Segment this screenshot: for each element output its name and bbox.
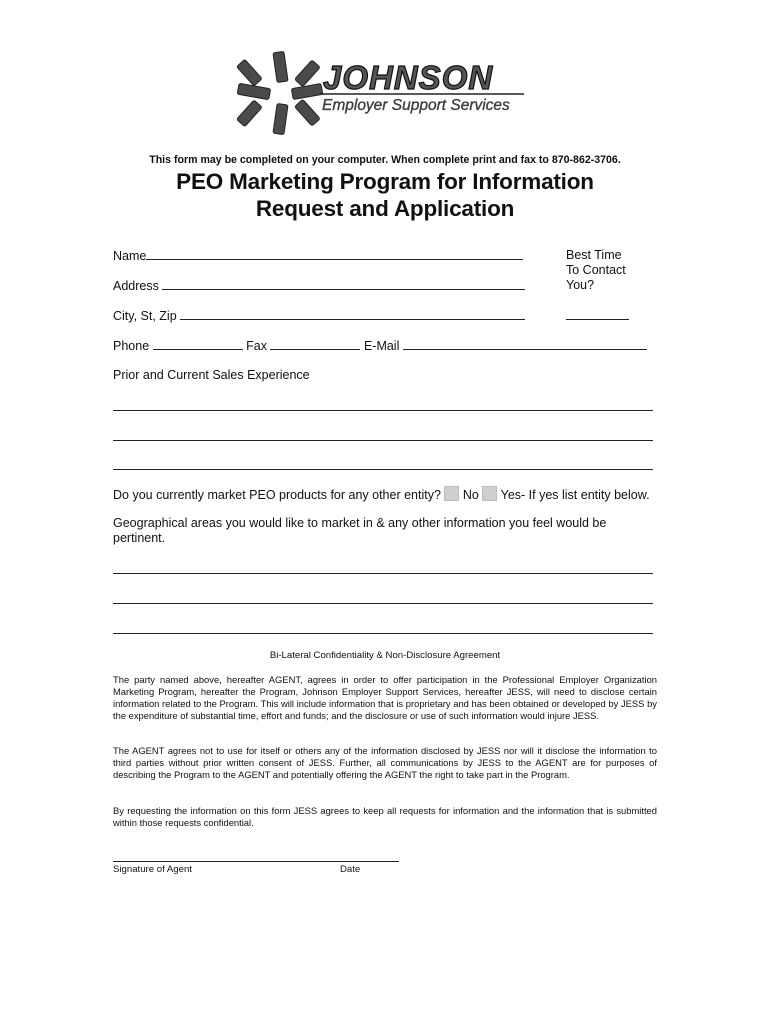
address-field[interactable] — [162, 278, 525, 290]
city-field[interactable] — [180, 308, 525, 320]
page-title — [0, 168, 770, 222]
name-row — [113, 248, 523, 264]
geo-line-3[interactable] — [113, 633, 653, 634]
date-label: Date — [340, 864, 361, 875]
peo-question-row — [113, 486, 650, 503]
yes-label: Yes- If yes list entity below. — [500, 488, 650, 502]
geo-line-2[interactable] — [113, 603, 653, 604]
phone-field[interactable] — [153, 338, 243, 350]
sales-experience-label: Prior and Current Sales Experience — [113, 368, 310, 382]
company-logo — [232, 48, 532, 140]
agreement-paragraph-3: By requesting the information on this form JESS agrees to keep all requests for information and the information that is submitted within those requests confidential. — [113, 805, 657, 828]
logo-mark-icon — [237, 51, 323, 134]
name-label: Name — [113, 249, 147, 263]
title-line-2: Request and Application — [255, 196, 515, 221]
title-line-1: PEO Marketing Program for Information — [176, 169, 594, 194]
city-row — [113, 308, 525, 324]
best-time-label: Best Time To Contact You? — [566, 248, 626, 292]
geo-line-1[interactable] — [113, 573, 653, 574]
logo-company-name: JOHNSON — [323, 59, 494, 96]
name-field[interactable] — [146, 248, 523, 260]
best-time-field[interactable] — [566, 308, 629, 320]
yes-checkbox[interactable] — [482, 486, 497, 501]
agreement-paragraph-2: The AGENT agrees not to use for itself or others any of the information disclosed by JESS nor will it disclose the information to third parties without prior written consent of JESS. Further, all communications by JESS to the AGENT are for purposes of describing the Program to the AGENT and potentially offering the AGENT the right to take part in the Program. — [113, 745, 657, 780]
signature-line[interactable] — [113, 861, 399, 862]
address-label: Address — [113, 279, 159, 293]
sales-experience-line-2[interactable] — [113, 440, 653, 441]
email-label: E-Mail — [363, 339, 400, 353]
instruction-text: This form may be completed on your computer. When complete print and fax to 870-862-3706. — [149, 154, 621, 166]
agreement-paragraph-1: The party named above, hereafter AGENT, agrees in order to offer participation in the Professional Employer Organization Marketing Program, hereafter the Program, Johnson Employer Support Services, hereafter JESS, will need to disclose certain information related to the Program. This will include information that is proprietary and has been obtained or developed by JESS by the expenditure of substantial time, effort and funds; and the disclosure or use of such information would injure JESS. — [113, 674, 657, 721]
no-label: No — [462, 488, 479, 502]
peo-question-text: Do you currently market PEO products for any other entity? — [113, 488, 441, 502]
city-label: City, St, Zip — [113, 309, 177, 323]
contact-row — [113, 338, 647, 354]
sales-experience-line-1[interactable] — [113, 410, 653, 411]
address-row — [113, 278, 525, 294]
fax-field[interactable] — [270, 338, 360, 350]
logo-subtitle: Employer Support Services — [322, 97, 510, 114]
no-checkbox[interactable] — [444, 486, 459, 501]
signature-label: Signature of Agent — [113, 864, 192, 875]
fax-label: Fax — [246, 339, 267, 353]
sales-experience-line-3[interactable] — [113, 469, 653, 470]
geo-question: Geographical areas you would like to market in & any other information you feel would be pertinent. — [113, 516, 607, 545]
email-field[interactable] — [403, 338, 647, 350]
phone-label: Phone — [113, 339, 150, 353]
agreement-heading: Bi-Lateral Confidentiality & Non-Disclosure Agreement — [269, 650, 501, 661]
